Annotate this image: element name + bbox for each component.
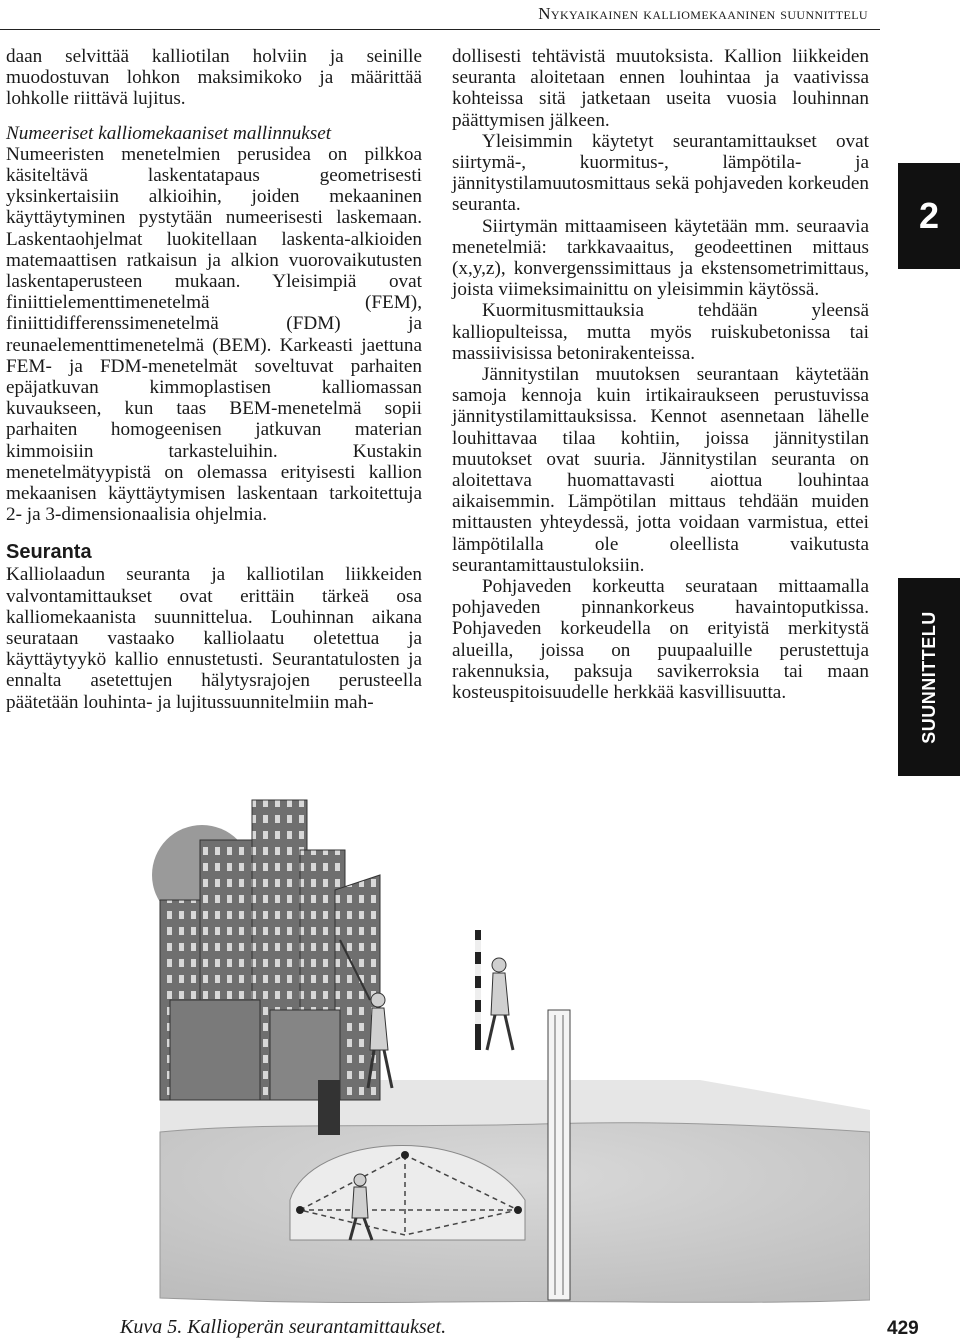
page-number: 429	[887, 1318, 919, 1339]
right-column	[452, 46, 869, 703]
foundation-pile	[318, 1080, 340, 1135]
left-column	[6, 46, 422, 713]
chapter-number-tab	[898, 163, 960, 269]
header-rule	[0, 29, 880, 30]
left-paragraph-3: Kalliolaadun seuranta ja kalliotilan liikkeiden valvontamittaukset ovat erittäin tärkeä osa kalliomekaanista suunnittelua. Louhinnan aikana seurataan vastaako kalliolaatu oletettua ja käyttäytyykö kallio ennustetusti. Seurantatulosten ja ennalta asetettujen hälytysrajojen perusteella päätetään louhinta- ja lujitussuunnitelmiin mah-	[6, 564, 422, 713]
left-paragraph-2: Numeeristen menetelmien perusidea on pilkkoa käsiteltävä laskentatapaus geometrisesti yksinkertaisiin alkioihin, joiden mekaaninen käyttäytyminen pystytään numeerisesti laskemaan. Laskentaohjelmat luokitellaan laskenta-alkioiden matemaattisen ratkaisun ja alkion vuorovaikutusten laskentaperusteen mukaan. Yleisimpiä ovat finiittielementtimenetelmä (FEM), finiittidifferenssimenetelmä (FDM) ja reunaelementtimenetelmä (BEM). Karkeasti jaettuna FEM- ja FDM-menetelmät soveltuvat parhaiten epäjatkuvan kimmoplastisen kalliomassan kuvaukseen, kun taas BEM-menetelmä sopii parhaiten homogeenisen jatkuvan materian kimmoisiin tarkasteluihin. Kustakin menetelmätyypistä on olemassa erityisesti kallion mekaanisen käyttäytymisen laskentaan tarkoitettuja 2- ja 3-dimensionaalisia ohjelmia.	[6, 143, 422, 526]
right-paragraph-3: Siirtymän mittaamiseen käytetään mm. seuraavia menetelmiä: tarkkavaaitus, geodeettinen mittaus (x,y,z), konvergenssimittaus ja ekstensometrimittaus, joista viimeksimainittu on yleisimmin käytössä.	[452, 215, 869, 301]
subheading-numerical-models: Numeeriset kalliomekaaniset mallinnukset	[6, 122, 332, 144]
left-paragraph-1: daan selvittää kalliotilan holviin ja seinille muodostuvan lohkon maksimikoko ja määrittää lohkolle riittävä lujitus.	[6, 46, 422, 110]
running-head: Nykyaikainen kalliomekaaninen suunnittelu	[538, 4, 868, 23]
chapter-number: 2	[918, 195, 940, 236]
monitoring-illustration	[140, 780, 870, 1310]
figure-caption: Kuva 5. Kallioperän seurantamittaukset.	[120, 1316, 447, 1338]
heading-seuranta: Seuranta	[6, 541, 92, 564]
right-paragraph-4: Kuormitusmittauksia tehdään yleensä kalliopulteissa, mutta myös ruiskubetonissa tai massiivisissa betonirakenteissa.	[452, 300, 869, 364]
right-paragraph-5: Jännitystilan muutoksen seurantaan käytetään samoja kennoja kuin irtikairaukseen perustuvissa jännitystilamittauksissa. Kennot asennetaan lähelle louhittavaa tilaa kohtiin, joissa jännitystilan muutokset ovat suuria. Jännitystilan seuranta on aloitettava huomattavasti aiottua louhintaa aikaisemmin. Lämpötilan mittaus tehdään muiden mittausten yhteydessä, jotta voidaan varmistua, ettei lämpötilalla ole oleellista vaikutusta seurantamittaustuloksiin.	[452, 364, 869, 576]
right-paragraph-2: Yleisimmin käytetyt seurantamittaukset ovat siirtymä-, kuormitus-, lämpötila- ja jännitystilamuutosmittaus sekä pohjaveden korkeuden seuranta.	[452, 130, 869, 216]
observation-borehole	[548, 1010, 570, 1300]
section-tab	[898, 578, 960, 776]
right-paragraph-1: dollisesti tehtävistä muutoksista. Kallion liikkeiden seuranta aloitetaan ennen louhintaa ja vaativissa kohteissa sitä jatketaan useita vuosia louhinnan päättymisen jälkeen.	[452, 46, 869, 131]
section-label: SUUNNITTELU	[918, 610, 939, 744]
surveyor-staff	[475, 930, 513, 1050]
right-paragraph-6: Pohjaveden korkeutta seurataan mittaamalla pohjaveden pinnankorkeus havaintoputkissa. Pohjaveden korkeudella on erityistä merkitystä alueilla, joissa on puupaaluille perustettuja rakennuksia, paksuja savikerroksia tai maan kosteuspitoisuudelle herkkää kasvillisuutta.	[452, 576, 869, 704]
